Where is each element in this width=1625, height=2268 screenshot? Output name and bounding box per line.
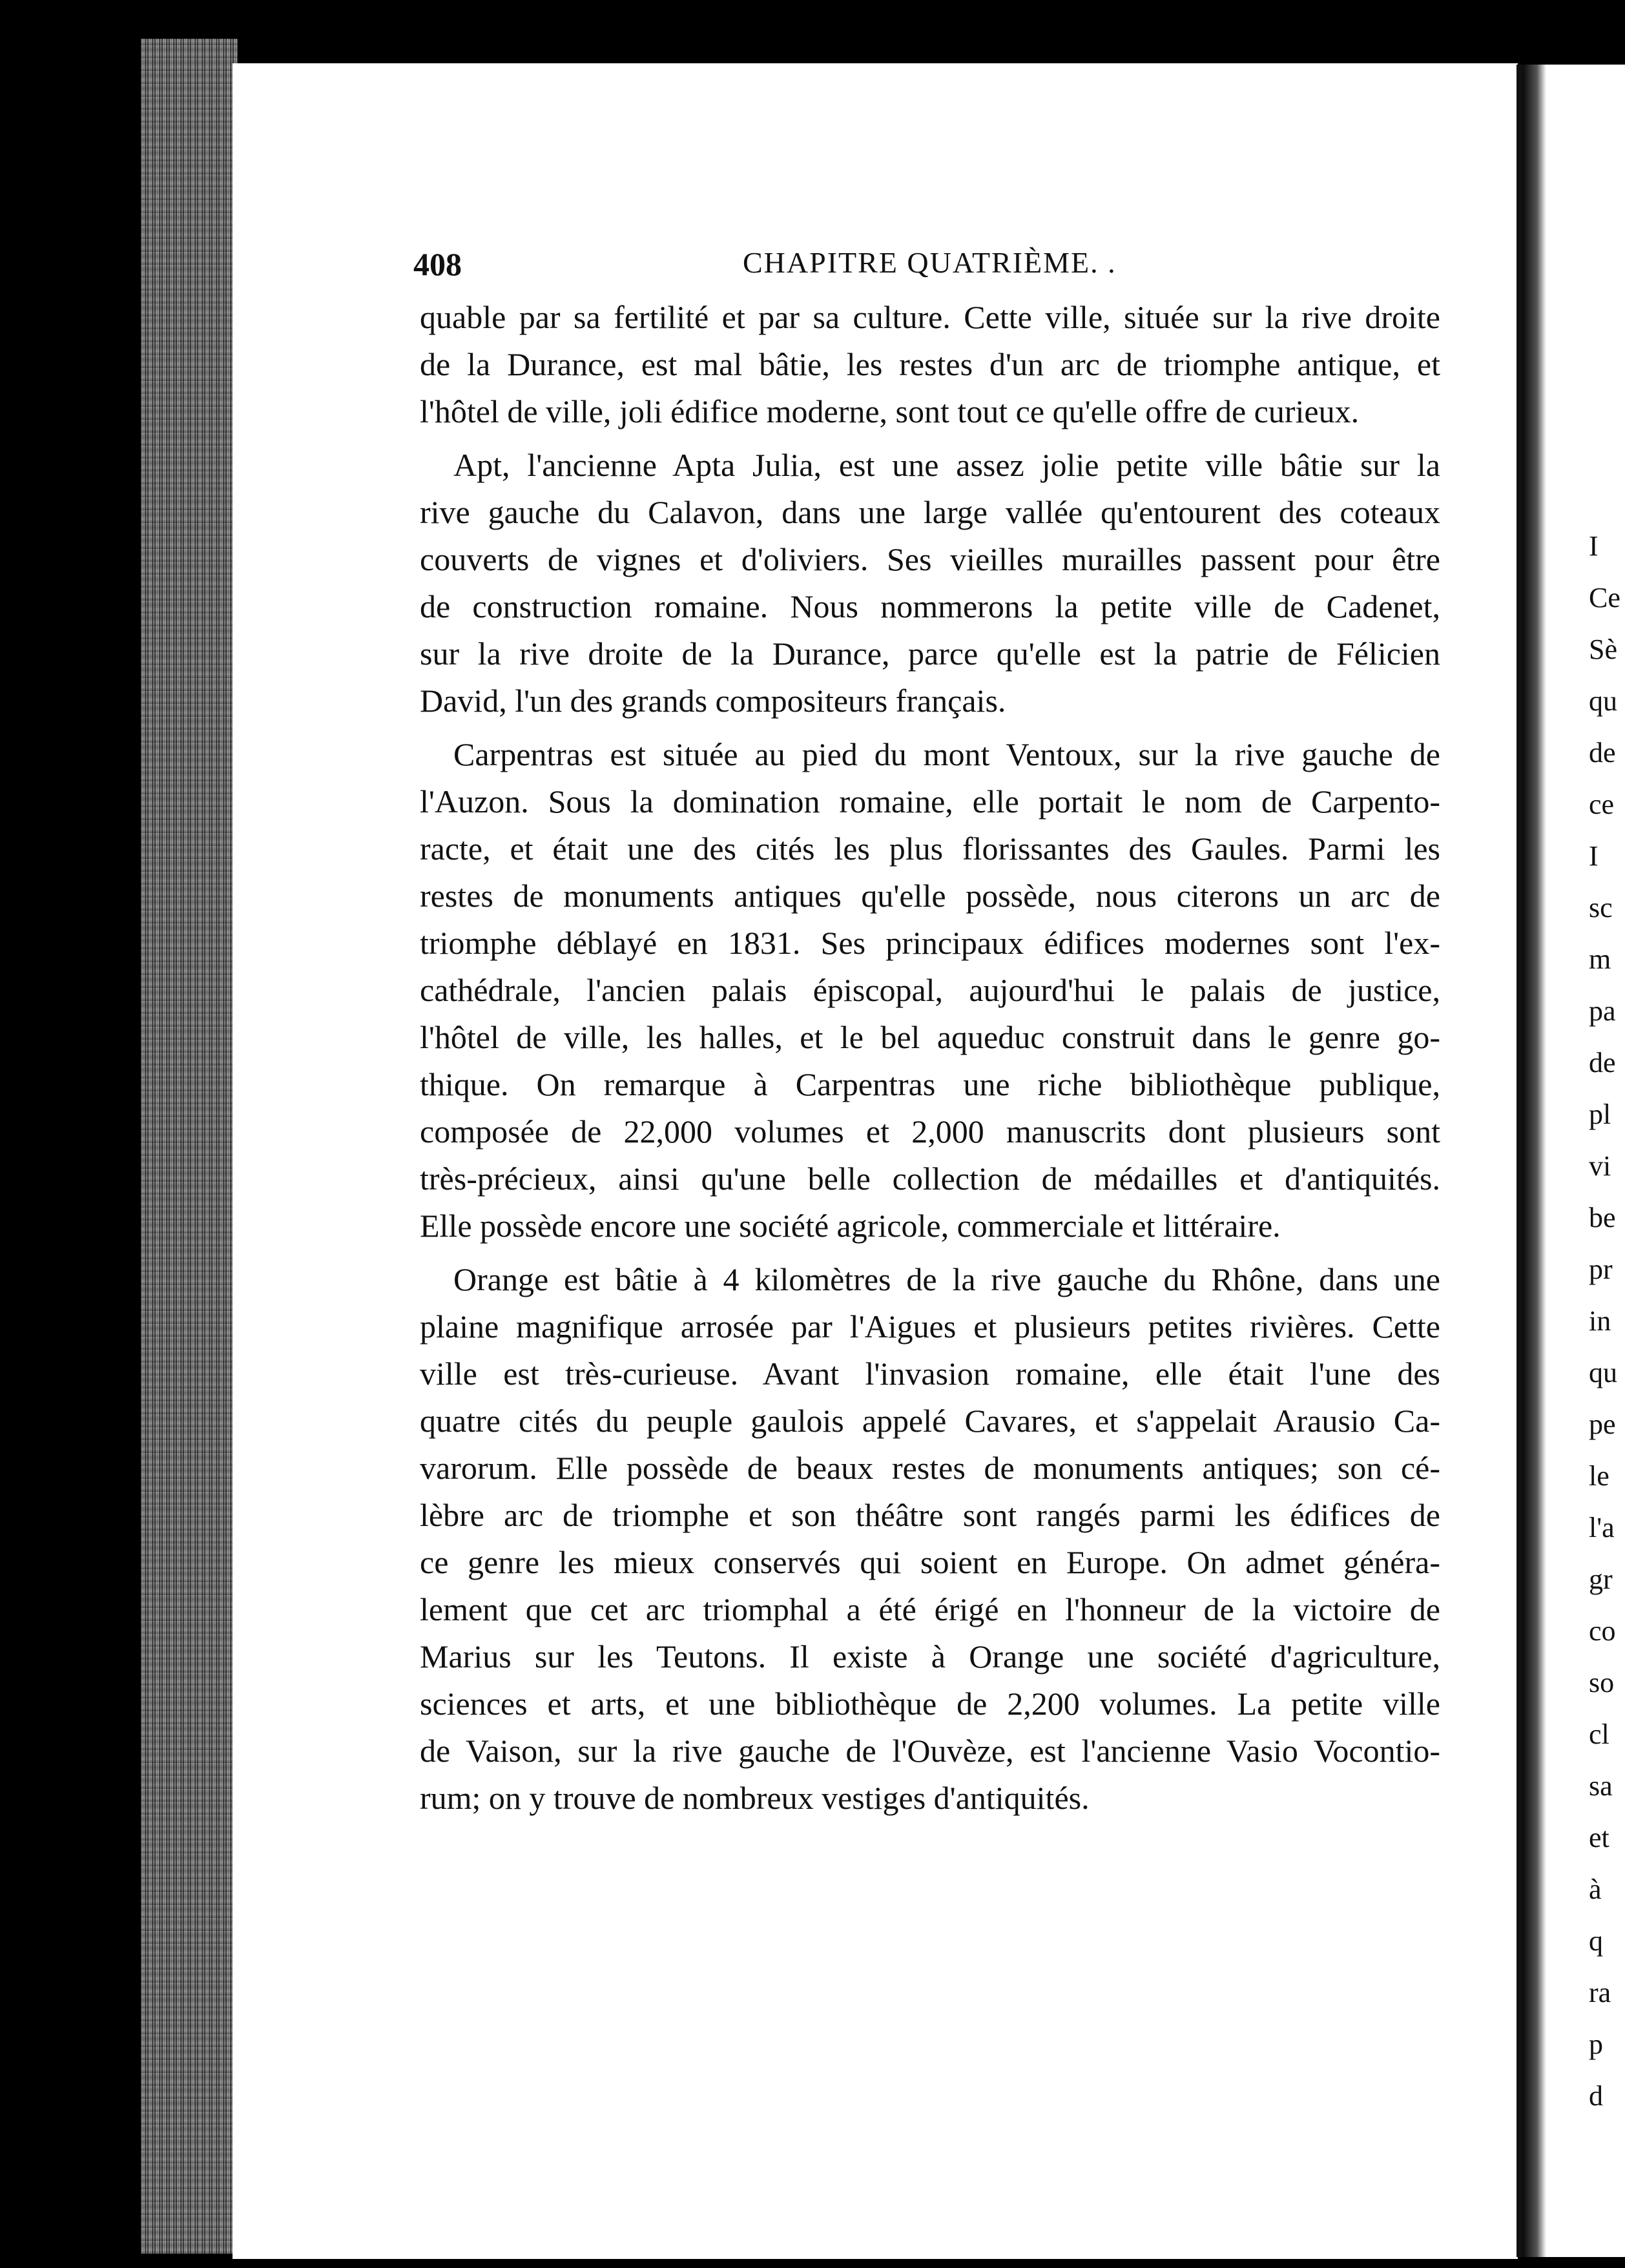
text-line: plaine magnifique arrosée par l'Aigues et plusieurs petites rivières. Cette [420, 1308, 1440, 1345]
text-line: sciences et arts, et une bibliothèque de 2,200 volumes. La petite ville [420, 1686, 1440, 1722]
text-line: Marius sur les Teutons. Il existe à Orange une société d'agriculture, [420, 1638, 1440, 1675]
text-line: rive gauche du Calavon, dans une large vallée qu'entourent des coteaux [420, 494, 1440, 530]
text-line: l'Auzon. Sous la domination romaine, elle portait le nom de Carpento- [420, 783, 1440, 820]
text-line: quable par sa fertilité et par sa culture. Cette ville, située sur la rive droite [420, 299, 1440, 335]
paragraph [420, 731, 1440, 1250]
text-line: racte, et était une des cités les plus florissantes des Gaules. Parmi les [420, 830, 1440, 867]
adjacent-page-fragment: sc [1589, 892, 1613, 923]
text-line: Orange est bâtie à 4 kilomètres de la rive gauche du Rhône, dans une [453, 1261, 1440, 1297]
text-line: Carpentras est située au pied du mont Ventoux, sur la rive gauche de [453, 736, 1440, 772]
adjacent-page-fragment: pa [1589, 995, 1616, 1027]
text-line: couverts de vignes et d'oliviers. Ses vieilles murailles passent pour être [420, 541, 1440, 577]
adjacent-page-fragment: de [1589, 1047, 1616, 1078]
adjacent-page-fragment: l'a [1589, 1512, 1615, 1543]
text-line: de construction romaine. Nous nommerons la petite ville de Cadenet, [420, 588, 1440, 624]
adjacent-page-fragment: qu [1589, 1357, 1617, 1388]
text-line: quatre cités du peuple gaulois appelé Cavares, et s'appelait Arausio Ca- [420, 1403, 1440, 1439]
text-line: Elle possède encore une société agricole, commerciale et littéraire. [420, 1208, 1281, 1244]
page-gutter [1523, 65, 1546, 2257]
adjacent-page-fragment: gr [1589, 1563, 1613, 1595]
adjacent-page-fragment: cl [1589, 1718, 1609, 1750]
text-line: Apt, l'ancienne Apta Julia, est une assez jolie petite ville bâtie sur la [453, 447, 1440, 483]
adjacent-page-fragment: in [1589, 1305, 1611, 1337]
adjacent-page-fragment: pl [1589, 1098, 1611, 1130]
adjacent-page-fragment: Sè [1589, 634, 1617, 665]
adjacent-page-fragment: p [1589, 2028, 1603, 2060]
adjacent-page-fragment: q [1589, 1925, 1603, 1957]
adjacent-page-fragment: ce [1589, 789, 1615, 820]
book-page-edges-shading [141, 39, 238, 2254]
text-line: l'hôtel de ville, les halles, et le bel aqueduc construit dans le genre go- [420, 1019, 1440, 1055]
text-line: triomphe déblayé en 1831. Ses principaux édifices modernes sont l'ex- [420, 925, 1440, 961]
paragraph [420, 294, 1440, 435]
page-header [413, 245, 1447, 291]
text-line: de la Durance, est mal bâtie, les restes d'un arc de triomphe antique, et [420, 346, 1440, 382]
page-body [420, 294, 1440, 1822]
text-line: de Vaison, sur la rive gauche de l'Ouvèze, est l'ancienne Vasio Vocontio- [420, 1733, 1440, 1769]
text-line: varorum. Elle possède de beaux restes de monuments antiques; son cé- [420, 1450, 1440, 1486]
text-line: ce genre les mieux conservés qui soient en Europe. On admet généra- [420, 1544, 1440, 1580]
adjacent-page-fragment: vi [1589, 1150, 1611, 1182]
adjacent-page-fragment: à [1589, 1873, 1602, 1905]
running-title: CHAPITRE QUATRIÈME. . [743, 246, 1117, 279]
page-number: 408 [413, 246, 462, 282]
paragraph [420, 1256, 1440, 1822]
adjacent-page-fragment: be [1589, 1202, 1616, 1233]
adjacent-page-fragment: ra [1589, 1977, 1611, 2008]
adjacent-page-fragment: pe [1589, 1408, 1616, 1440]
text-line: restes de monuments antiques qu'elle possède, nous citerons un arc de [420, 878, 1440, 914]
text-line: très-précieux, ainsi qu'une belle collection de médailles et d'antiquités. [420, 1160, 1440, 1197]
adjacent-page-fragment: sa [1589, 1770, 1613, 1802]
text-line: l'hôtel de ville, joli édifice moderne, sont tout ce qu'elle offre de curieux. [420, 393, 1360, 429]
text-line: lèbre arc de triomphe et son théâtre sont rangés parmi les édifices de [420, 1497, 1440, 1533]
paragraph [420, 442, 1440, 725]
text-line: ville est très-curieuse. Avant l'invasion romaine, elle était l'une des [420, 1356, 1440, 1392]
adjacent-page [1516, 65, 1625, 2257]
adjacent-page-fragment: et [1589, 1822, 1609, 1853]
adjacent-page-fragment: m [1589, 943, 1611, 975]
adjacent-page-fragment: co [1589, 1615, 1616, 1647]
text-line: lement que cet arc triomphal a été érigé en l'honneur de la victoire de [420, 1591, 1440, 1627]
adjacent-page-fragment: I [1589, 840, 1599, 872]
adjacent-page-fragment: d [1589, 2080, 1603, 2112]
adjacent-page-fragment: de [1589, 737, 1616, 768]
adjacent-page-fragment: qu [1589, 685, 1617, 717]
adjacent-page-fragment: pr [1589, 1253, 1613, 1285]
adjacent-page-fragment: so [1589, 1667, 1615, 1698]
text-line: rum; on y trouve de nombreux vestiges d'antiquités. [420, 1780, 1090, 1816]
text-line: composée de 22,000 volumes et 2,000 manuscrits dont plusieurs sont [420, 1113, 1440, 1149]
text-line: David, l'un des grands compositeurs français. [420, 683, 1006, 719]
text-line: sur la rive droite de la Durance, parce qu'elle est la patrie de Félicien [420, 635, 1440, 672]
adjacent-page-fragment: I [1589, 530, 1599, 562]
adjacent-page-fragment: Ce [1589, 582, 1620, 613]
adjacent-page-fragment: le [1589, 1460, 1609, 1492]
text-line: thique. On remarque à Carpentras une riche bibliothèque publique, [420, 1066, 1440, 1102]
text-line: cathédrale, l'ancien palais épiscopal, aujourd'hui le palais de justice, [420, 972, 1440, 1008]
